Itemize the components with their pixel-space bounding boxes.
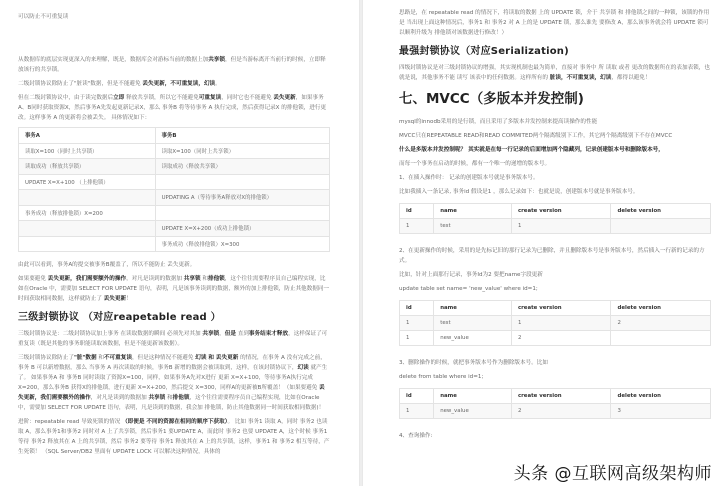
table-cell: new_value	[434, 331, 512, 346]
right-page	[362, 0, 720, 486]
mvcc-insert-table	[399, 203, 711, 234]
table-cell: 1	[400, 331, 434, 346]
table-header-row	[400, 389, 711, 404]
table-row	[19, 221, 330, 237]
paragraph-level2-detail: 但在二级封锁协议中，由于读完数据后立即 释放共享锁，所以它不能避免可重复读，同时它也不能避免 丢失更新，如果事务A、B同时获取资源X，然后事务A先发起更新记录X，那么 事务B 将等待事务 A 执行完成，然后获得记录X 的排他锁，进行更改。这样事务 A 的更新将会被丢失。 具体情况如下：	[18, 95, 327, 121]
mvcc-delete-table	[399, 388, 711, 419]
paragraph-mvcc-definition: 什么是多版本并发控制呢？ 其实就是在每一行记录的后面增加两个隐藏列，记录创建版本号和删除版本号，	[399, 147, 664, 153]
table-cell: 读取X=100（同时上共享锁）	[19, 143, 156, 159]
paragraph-delete-step: 3、删除操作的时候，就把事务版本号作为删除版本号。比如	[399, 360, 548, 366]
table-cell	[155, 205, 329, 221]
transaction-table	[18, 127, 330, 252]
paragraph-isolation-levels: MVCC只在REPEATABLE READ和READ COMMITED两个隔离级别下工作，其它两个隔离级别下不存在MVCC	[399, 133, 673, 139]
top-note: 可以防止不可重复读	[18, 14, 69, 20]
paragraph-version-number: 而每一个事务在启动的时候，都有一个唯一的递增的版本号。	[399, 161, 551, 167]
paragraph-level2-summary: 二级封锁协议除防止了"脏读"数据，但是不能避免 丢失更新，不可重复读，幻读。	[18, 81, 221, 87]
table-cell: new_value	[434, 404, 512, 419]
table-header-row	[19, 128, 330, 144]
table-header-row	[400, 301, 711, 316]
paragraph-level3-definition: 三级封锁协议是：二级封锁协议加上事务 在读取数据的瞬间 必须先对其加 共享锁，但是 直到事务结束才释放，这样保证了可重复读（既是其他的事务职能读取该数据，但是不能更新该数据）。	[18, 331, 328, 347]
table-row	[19, 143, 330, 159]
table-cell: 2	[511, 331, 611, 346]
paragraph-query-step: 4、查询操作:	[399, 433, 433, 439]
table-header-row	[400, 204, 711, 219]
watermark: 头条 @互联网高级架构师	[513, 464, 712, 484]
paragraph-update-step: 2、在更新操作的时候，采用的是先标记旧的那行记录为已删除，并且删除版本号是事务版本号，然后插入一行新的记录的方式。	[399, 248, 705, 264]
header-cell: delete version	[611, 389, 711, 404]
table-cell: 1	[400, 219, 434, 234]
left-page-body	[18, 55, 330, 461]
table-cell: 1	[511, 219, 611, 234]
heading-level3-protocol: 三级封锁协议 （对应reapetable read ）	[18, 312, 221, 323]
table-cell: 读取成功（释放共享锁）	[19, 159, 156, 175]
table-cell	[19, 190, 156, 206]
header-cell: name	[434, 301, 512, 316]
header-cell: name	[434, 204, 512, 219]
table-row	[400, 404, 711, 419]
mvcc-update-table	[399, 300, 711, 346]
table-cell: 1	[400, 404, 434, 419]
table-cell: 读取成功（释放共享锁）	[155, 159, 329, 175]
header-cell: id	[400, 204, 434, 219]
table-row	[400, 331, 711, 346]
header-cell: 事务A	[19, 128, 156, 144]
table-row	[19, 190, 330, 206]
header-cell: create version	[511, 389, 611, 404]
table-row	[19, 174, 330, 190]
table-row	[400, 316, 711, 331]
header-cell: delete version	[611, 204, 711, 219]
paragraph-avoid-lost-update: 如果要避免 丢失更新，我们需要额外的操作，对凡是读到的数据加 共享锁 和排他锁，这个往往需要程序员自己编程实现，比如在Oracle 中，需要加 SELECT FOR UPDATE 语句，表明，凡是该事务读到的数据，额外的加上排他锁，防止其他数据同一时间获取相同数据，这样就防止了 丢失更新！	[18, 276, 330, 302]
table-cell: 1	[400, 316, 434, 331]
table-cell: test	[434, 219, 512, 234]
table-row	[19, 159, 330, 175]
table-cell: 3	[611, 404, 711, 419]
header-cell: delete version	[611, 301, 711, 316]
table-cell	[611, 219, 711, 234]
right-page-body	[399, 8, 711, 445]
table-cell	[19, 236, 156, 252]
header-cell: create version	[511, 301, 611, 316]
table-cell: 2	[611, 316, 711, 331]
table-row	[19, 205, 330, 221]
table-cell	[19, 221, 156, 237]
paragraph-update-example: 比如，针对上面那行记录，事务Id为2 要把name字段更新	[399, 272, 543, 278]
table-cell: UPDATE X=X+200（成功上排他锁）	[155, 221, 329, 237]
sql-update-statement: update table set name= 'new_value' where id=1;	[399, 286, 538, 292]
paragraph-level3-detail: 三级封锁协议除防止了"脏"数据 和不可重复读，但是这种情况不能避免 幻读 和 丢失更新 的情况，在事务 A 没有完成之前，事务 B 可以新增数据，那么 当事务 A 再次读取的时候，事务B 新增的数据会被读取到，这样，在该封锁协议下，幻读 就产生了。 如果事务A 和 事务B 同时读取了资源X=100，同样，如果事务A先对X进行 更新 X=X+100，等待事务A执行完成X=200，那么事务B 获得X的排他锁，进行更新 X=X+200，然后提交 X=300，同样A的更新被B所覆盖！（如果要避免 丢失更新，我们需要额外的操作，对凡是读到的数据加 共享锁 和排他锁，这个往往需要程序员自己编程实现，比如在Oracle中，需要加 SELECT FOR UPDATE 语句，表明，凡是读到的数据，我会加 排他锁，防止其他数据同一时间获取相同数据)！	[18, 355, 328, 411]
paragraph-insert-step: 1、在插入操作时： 记录的创建版本号就是事务版本号。	[399, 175, 539, 181]
header-cell: id	[400, 301, 434, 316]
paragraph-innodb: mysql的innodb采用的是行锁，而且采用了多版本并发控制来提高读操作的性能	[399, 119, 598, 125]
table-cell: UPDATING A（等待事务A释放对X的排他锁）	[155, 190, 329, 206]
header-cell: name	[434, 389, 512, 404]
header-cell: create version	[511, 204, 611, 219]
table-cell: UPDATE X=X+100 （上排他锁）	[19, 174, 156, 190]
paragraph-insert-example: 比如我插入一条记录, 事务id 假设是1 ，那么记录如下：也就是说，创建版本号就是事务版本号。	[399, 189, 639, 195]
paragraph-deadlock: 进阶：repeatable read 导致死锁的情况 （即便是 不同的资源在相同的顺序下获取）。 比如 事务1 读取 A，同时 事务2 也读取 A，那么事务1和事务2 同时对 A 上了共享锁，然后事务1 要UPDATE A，而此时 事务2 也要 UPDATE A，这个时候 事务1 等待 事务2 释放其在 A 上的共享锁，然后 事务2 要等待 事务1 释放其在 A 上的共享锁，这样，事务1 和 事务2 相互等待，产生死锁！ （SQL Server/DB2 里面有 UPDATE LOCK 可以解决这种情况，具体的	[18, 419, 330, 455]
header-cell: 事务B	[155, 128, 329, 144]
table-cell: test	[434, 316, 512, 331]
table-cell: 读取X=100（同时上共享锁）	[155, 143, 329, 159]
table-cell	[611, 331, 711, 346]
table-row	[400, 219, 711, 234]
paragraph-level4: 四级封锁协议是对三级封锁协议的增强，其实现机制也最为简单，直接对 事务中 所 读取 或者 更改的数据所在的表加表锁，也就是说，其他事务不能 读写 该表中的任何数据。这样所有的 脏读，不可重复读，幻读，都得以避免！	[399, 65, 710, 81]
table-row	[19, 236, 330, 252]
header-cell: id	[400, 389, 434, 404]
paragraph-shared-lock: 从数据库的底层实现更深入的来理解，既是，数据库会对游标当前的数据上加共享锁，但是当游标离开当前行的时候，立即释放该行的共享锁。	[18, 57, 326, 73]
table-cell: 2	[511, 404, 611, 419]
table-cell: 事务成功（释放排他锁）X=300	[155, 236, 329, 252]
heading-mvcc: 七、MVCC（多版本并发控制)	[399, 91, 584, 107]
table-cell: 1	[511, 316, 611, 331]
paragraph-update-lock: 思路是，在 repeatable read 的情况下，将读取的数据 上的 UPDATE 锁，介于 共享锁 和 排他锁之间的一种锁，该锁的作用是 当出现上面这种情况后，事务1 和 事务2 对 A 上的是 UPDATE 锁，那么谁先 要修改 A，那么该事务就会将 UPDATE 锁可以顺利升级为 排他锁对该数据进行修改！）	[399, 10, 710, 36]
table-cell	[155, 174, 329, 190]
heading-serialization: 最强封锁协议（对应Serialization)	[399, 46, 569, 57]
sql-delete-statement: delete from table where id=1;	[399, 374, 484, 380]
paragraph-conclusion: 由此可以看到，事务A的提交被事务B覆盖了，所以不能防止 丢失更新。	[18, 262, 196, 268]
table-cell: 事务成功（释放排他锁）X=200	[19, 205, 156, 221]
